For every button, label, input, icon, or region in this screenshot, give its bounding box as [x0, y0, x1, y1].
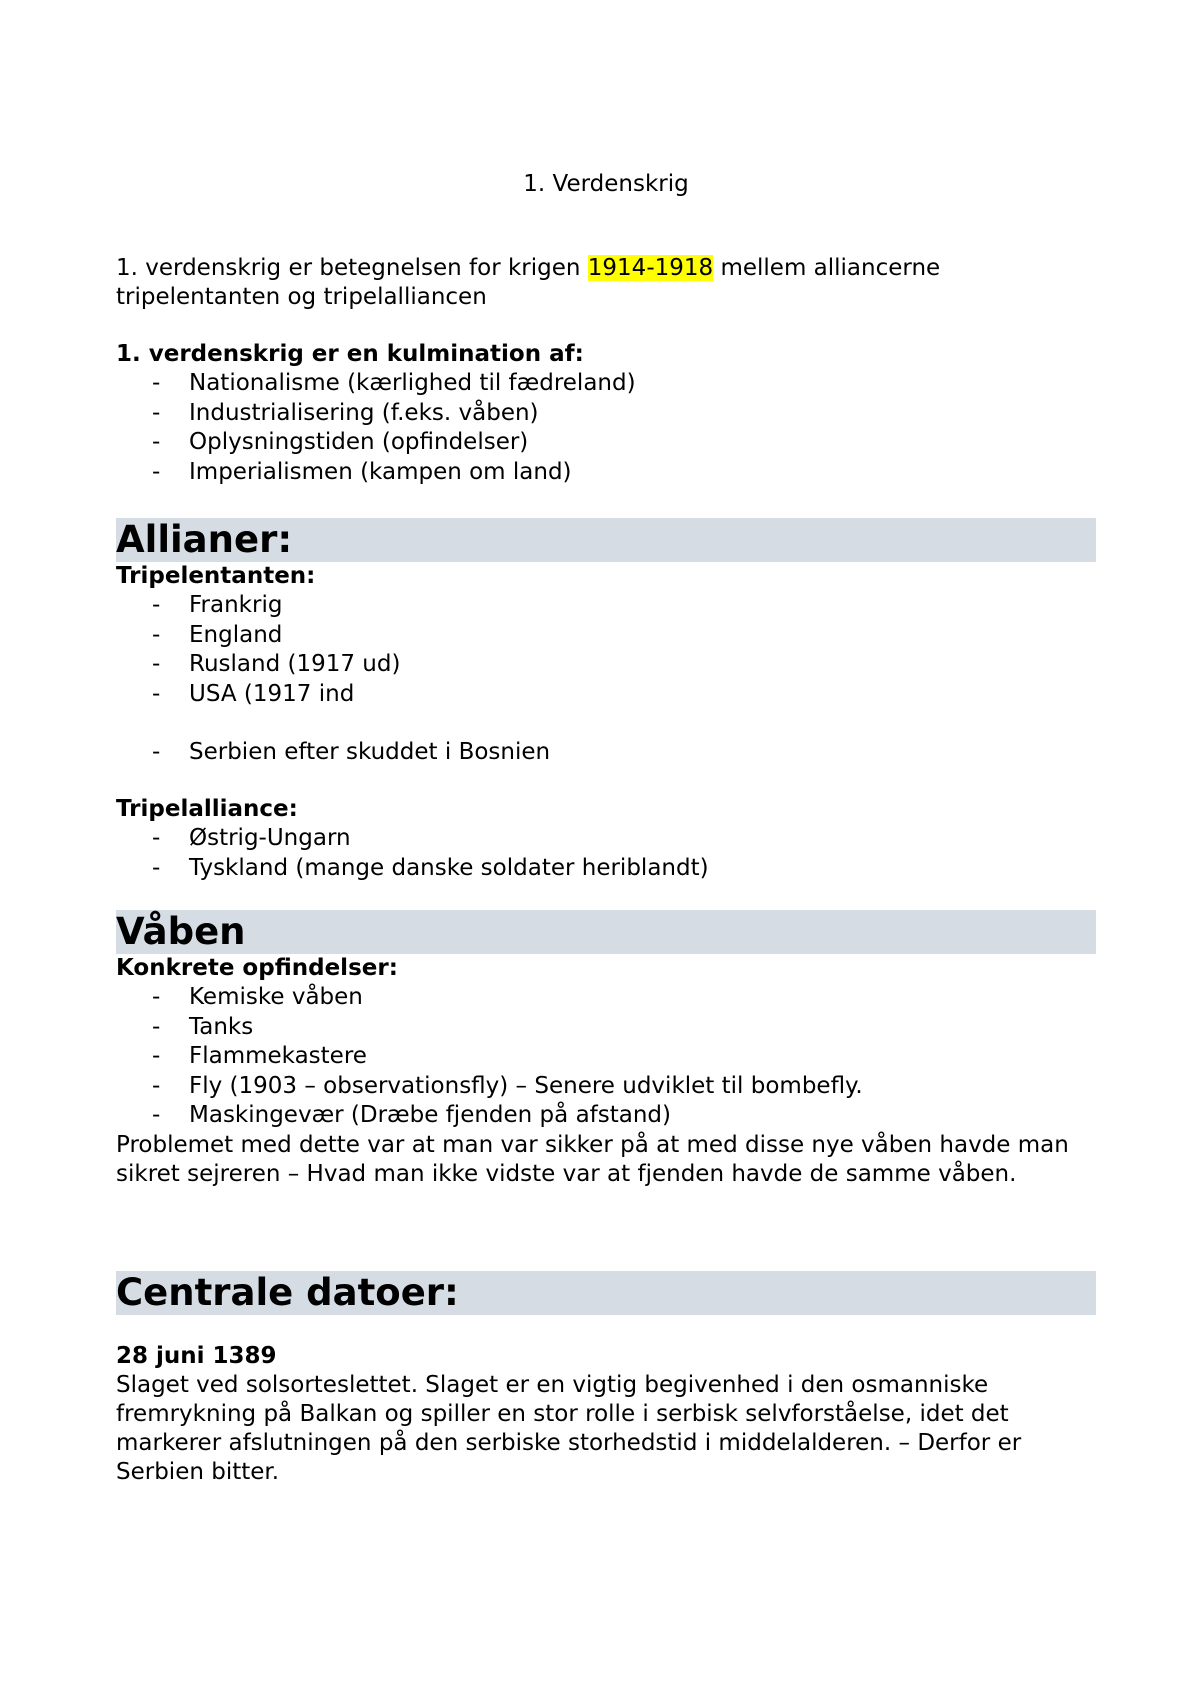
- intro-highlight-years: 1914-1918: [587, 255, 714, 281]
- bullet-dash: -: [152, 825, 161, 851]
- list-item: [116, 1042, 1096, 1072]
- list-item-text: Rusland (1917 ud): [189, 651, 401, 677]
- intro-paragraph: [116, 254, 1096, 312]
- kulmination-section: [116, 340, 1096, 487]
- datoer-heading: Centrale datoer:: [116, 1271, 1096, 1315]
- list-item: [116, 591, 1096, 621]
- intro-text-after: mellem alliancerne tripelentanten og tripelalliancen: [116, 255, 941, 310]
- list-item: [116, 650, 1096, 680]
- bullet-dash: -: [152, 1013, 161, 1040]
- list-item-text: Kemiske våben: [189, 984, 363, 1010]
- list-item: [116, 369, 1096, 399]
- tripelentanten-list: [116, 591, 1096, 709]
- list-item-text: USA (1917 ind: [189, 680, 355, 707]
- list-item: [116, 399, 1096, 429]
- tripelentanten-extra-list: [116, 738, 1096, 768]
- list-item-text: Tyskland (mange danske soldater heriblandt): [189, 854, 709, 881]
- list-item: [116, 983, 1096, 1013]
- list-item: [116, 854, 1096, 884]
- list-item-text: Imperialismen (kampen om land): [189, 458, 572, 485]
- list-item-text: Oplysningstiden (opfindelser): [189, 429, 529, 455]
- tripelentanten-section: [116, 562, 1096, 709]
- vaaben-paragraph: Problemet med dette var at man var sikker på at med disse nye våben havde man sikret sejreren – Hvad man ikke vidste var at fjenden havde de samme våben.: [116, 1131, 1069, 1187]
- kulmination-list: [116, 369, 1096, 487]
- bullet-dash: -: [152, 984, 161, 1010]
- list-item: [116, 680, 1096, 710]
- intro-text-before: 1. verdenskrig er betegnelsen for krigen: [116, 255, 588, 281]
- list-item-text: Maskingevær (Dræbe fjenden på afstand): [189, 1102, 672, 1128]
- bullet-dash: -: [152, 399, 161, 426]
- list-item: [116, 458, 1096, 488]
- list-item: [116, 1101, 1096, 1131]
- bullet-dash: -: [152, 370, 161, 396]
- vaaben-heading: Våben: [116, 910, 1096, 954]
- kulmination-heading: 1. verdenskrig er en kulmination af:: [116, 341, 584, 367]
- list-item-text: Serbien efter skuddet i Bosnien: [189, 739, 551, 765]
- document-title: 1. Verdenskrig: [523, 171, 689, 197]
- bullet-dash: -: [152, 592, 161, 618]
- list-item-text: Flammekastere: [189, 1043, 367, 1069]
- list-item: [116, 1013, 1096, 1043]
- list-item-text: Tanks: [189, 1013, 254, 1040]
- list-item-text: Østrig-Ungarn: [189, 825, 351, 851]
- bullet-dash: -: [152, 621, 161, 648]
- list-item: [116, 1072, 1096, 1102]
- tripelentanten-label: Tripelentanten:: [116, 563, 316, 589]
- list-item-text: England: [189, 621, 283, 648]
- bullet-dash: -: [152, 1102, 161, 1128]
- tripelalliance-label: Tripelalliance:: [116, 796, 298, 822]
- list-item-text: Fly (1903 – observationsfly) – Senere udviklet til bombefly.: [189, 1072, 863, 1099]
- list-item: [116, 428, 1096, 458]
- alliancer-heading: Allianer:: [116, 518, 1096, 562]
- bullet-dash: -: [152, 854, 161, 881]
- datoer-section: [116, 1342, 1096, 1487]
- bullet-dash: -: [152, 429, 161, 455]
- bullet-dash: -: [152, 739, 161, 765]
- list-item-text: Frankrig: [189, 592, 283, 618]
- bullet-dash: -: [152, 651, 161, 677]
- list-item: [116, 824, 1096, 854]
- list-item-text: Industrialisering (f.eks. våben): [189, 399, 539, 426]
- vaaben-label: Konkrete opfindelser:: [116, 955, 398, 981]
- datoer-paragraph: Slaget ved solsorteslettet. Slaget er en vigtig begivenhed i den osmanniske fremrykning på Balkan og spiller en stor rolle i serbisk selvforståelse, idet det markerer afslutningen på den serbiske storhedstid i middelalderen. – Derfor er Serbien bitter.: [116, 1372, 1022, 1485]
- vaaben-section: [116, 954, 1096, 1189]
- tripelalliance-section: [116, 795, 1096, 883]
- bullet-dash: -: [152, 458, 161, 485]
- tripelalliance-list: [116, 824, 1096, 883]
- bullet-dash: -: [152, 1043, 161, 1069]
- bullet-dash: -: [152, 680, 161, 707]
- list-item: [116, 738, 1096, 768]
- list-item: [116, 621, 1096, 651]
- bullet-dash: -: [152, 1072, 161, 1099]
- vaaben-list: [116, 983, 1096, 1131]
- date-label: 28 juni 1389: [116, 1343, 277, 1369]
- list-item-text: Nationalisme (kærlighed til fædreland): [189, 370, 636, 396]
